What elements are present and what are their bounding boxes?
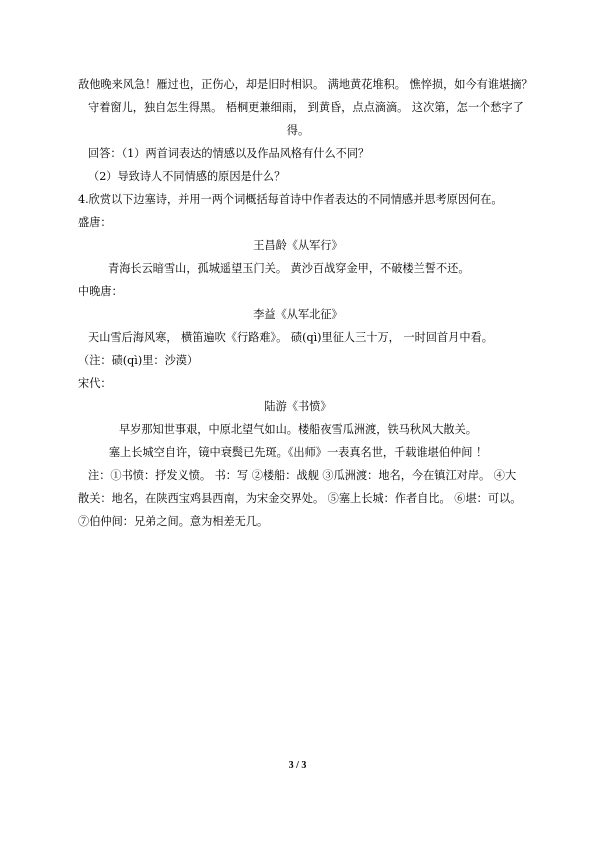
page-number: 3 / 3 <box>288 760 307 771</box>
poem-text: 天山雪后海风寒， 横笛遍吹《行路难》。 碛(qì)里征人三十万， 一时回首月中看。 <box>88 331 493 344</box>
poem-title: 王昌龄《从军行》 <box>253 239 343 252</box>
poem-line: 得。 <box>286 124 310 137</box>
poem-text: 早岁那知世事艰，中原北望气如山。楼船夜雪瓜洲渡，铁马秋风大散关。 <box>118 423 477 436</box>
question-line: （2）导致诗人不同情感的原因是什么？ <box>88 170 286 183</box>
poem-line: 守着窗儿，独自怎生得黑。 梧桐更兼细雨， 到黄昏，点点滴滴。 这次第，怎一个愁字了 <box>88 101 524 114</box>
notes-line: ⑦伯仲间：兄弟之间。意为相差无几。 <box>78 515 269 528</box>
notes-line: 散关：地名，在陕西宝鸡县西南，为宋金交界处。 ⑤塞上长城：作者自比。 ⑥堪：可以。 <box>78 492 522 505</box>
annotation: （注：碛(qì)里：沙漠） <box>78 354 199 367</box>
poem-title: 李益《从军北征》 <box>253 308 343 321</box>
poem-line: 敌他晚来风急！雁过也，正伤心，却是旧时相识。 满地黄花堆积。 憔悴损，如今有谁堪摘？ <box>78 78 533 91</box>
era-label: 盛唐： <box>78 216 112 229</box>
era-label: 中晚唐： <box>78 285 123 298</box>
era-label: 宋代： <box>78 377 112 390</box>
question-line: 回答：（1）两首词表达的情感以及作品风格有什么不同？ <box>88 147 370 160</box>
task-heading: 4.欣赏以下边塞诗，并用一两个词概括每首诗中作者表达的不同情感并思考原因何在。 <box>78 193 503 206</box>
poem-title: 陆游《书愤》 <box>264 400 332 413</box>
poem-text: 塞上长城空自许，镜中衰鬓已先斑。《出师》一表真名世，千载谁堪伯仲间 ！ <box>108 446 488 459</box>
notes-line: 注：①书愤：抒发义愤。 书：写 ②楼船：战舰 ③瓜洲渡：地名，今在镇江对岸。 ④大 <box>88 469 517 482</box>
poem-text: 青海长云暗雪山，孤城遥望玉门关。 黄沙百战穿金甲，不破楼兰誓不还。 <box>108 262 470 275</box>
